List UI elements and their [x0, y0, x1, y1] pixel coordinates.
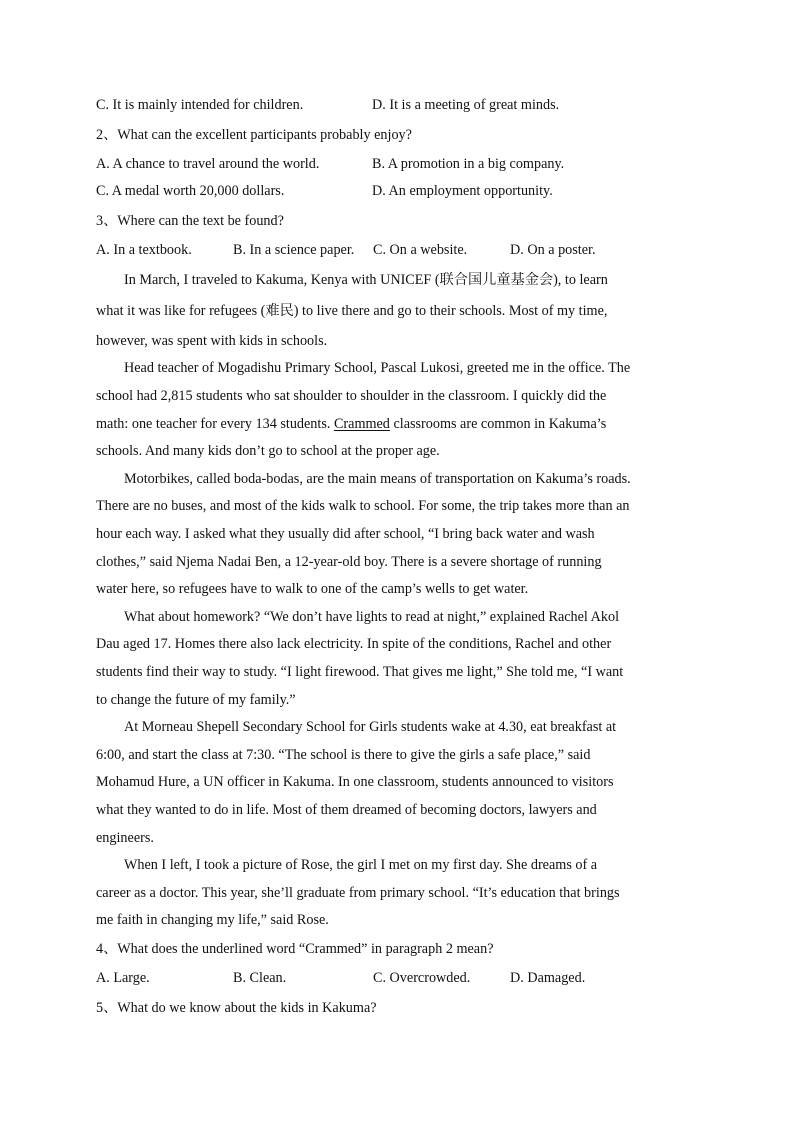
q4-option-d: D. Damaged. — [510, 970, 586, 986]
passage-p5-line: engineers. — [96, 830, 154, 846]
q2-option-a: A. A chance to travel around the world. — [96, 156, 320, 172]
passage-p5-line: 6:00, and start the class at 7:30. “The school is there to give the girls a safe place,” said — [96, 747, 591, 763]
q4-option-b: B. Clean. — [233, 970, 287, 986]
q2-option-b: B. A promotion in a big company. — [372, 156, 565, 172]
passage-p1-line: what it was like for refugees (难民) to live there and go to their schools. Most of my time, — [96, 303, 608, 319]
passage-p4-line: students find their way to study. “I light firewood. That gives me light,” She told me, “I want — [96, 664, 624, 680]
passage-p5-line: At Morneau Shepell Secondary School for Girls students wake at 4.30, eat breakfast at — [124, 719, 617, 735]
passage-p4-line: to change the future of my family.” — [96, 692, 296, 708]
q1-option-d: D. It is a meeting of great minds. — [372, 97, 560, 113]
passage-p5-line: Mohamud Hure, a UN officer in Kakuma. In one classroom, students announced to visitors — [96, 774, 614, 790]
passage-p1-line: In March, I traveled to Kakuma, Kenya with UNICEF (联合国儿童基金会), to learn — [124, 272, 608, 288]
passage-text: math: one teacher for every 134 students. — [96, 416, 334, 432]
passage-p1-line: however, was spent with kids in schools. — [96, 333, 328, 349]
q3-option-a: A. In a textbook. — [96, 242, 192, 258]
passage-p6-line: career as a doctor. This year, she’ll graduate from primary school. “It’s education that brings — [96, 885, 620, 901]
q3-stem: 3、Where can the text be found? — [96, 213, 284, 229]
passage-p3-line: water here, so refugees have to walk to one of the camp’s wells to get water. — [96, 581, 529, 597]
q4-option-a: A. Large. — [96, 970, 150, 986]
q5-stem: 5、What do we know about the kids in Kakuma? — [96, 1000, 377, 1016]
passage-p3-line: clothes,” said Njema Nadai Ben, a 12-year-old boy. There is a severe shortage of running — [96, 554, 602, 570]
underlined-word-crammed: Crammed — [333, 416, 390, 432]
passage-p4-line: Dau aged 17. Homes there also lack electricity. In spite of the conditions, Rachel and other — [96, 636, 612, 652]
q2-stem: 2、What can the excellent participants probably enjoy? — [96, 127, 412, 143]
q2-option-d: D. An employment opportunity. — [372, 183, 553, 199]
q3-option-c: C. On a website. — [373, 242, 468, 258]
passage-p5-line: what they wanted to do in life. Most of them dreamed of becoming doctors, lawyers and — [96, 802, 597, 818]
q1-option-c: C. It is mainly intended for children. — [96, 97, 304, 113]
passage-text: classrooms are common in Kakuma’s — [389, 416, 607, 432]
passage-p6-line: When I left, I took a picture of Rose, the girl I met on my first day. She dreams of a — [124, 857, 598, 873]
q4-option-c: C. Overcrowded. — [373, 970, 471, 986]
passage-p3-line: Motorbikes, called boda-bodas, are the main means of transportation on Kakuma’s roads. — [124, 471, 631, 487]
passage-p2-line — [96, 415, 606, 433]
passage-p2-line: Head teacher of Mogadishu Primary School, Pascal Lukosi, greeted me in the office. The — [124, 360, 631, 376]
passage-p4-line: What about homework? “We don’t have lights to read at night,” explained Rachel Akol — [124, 609, 620, 625]
q3-option-d: D. On a poster. — [510, 242, 596, 258]
q3-option-b: B. In a science paper. — [233, 242, 355, 258]
passage-p6-line: me faith in changing my life,” said Rose. — [96, 912, 329, 928]
q4-stem: 4、What does the underlined word “Crammed” in paragraph 2 mean? — [96, 941, 494, 957]
q2-option-c: C. A medal worth 20,000 dollars. — [96, 183, 285, 199]
passage-p3-line: There are no buses, and most of the kids walk to school. For some, the trip takes more than an — [96, 498, 630, 514]
passage-p3-line: hour each way. I asked what they usually did after school, “I bring back water and wash — [96, 526, 595, 542]
passage-p2-line: schools. And many kids don’t go to school at the proper age. — [96, 443, 440, 459]
passage-p2-line: school had 2,815 students who sat shoulder to shoulder in the classroom. I quickly did the — [96, 388, 607, 404]
